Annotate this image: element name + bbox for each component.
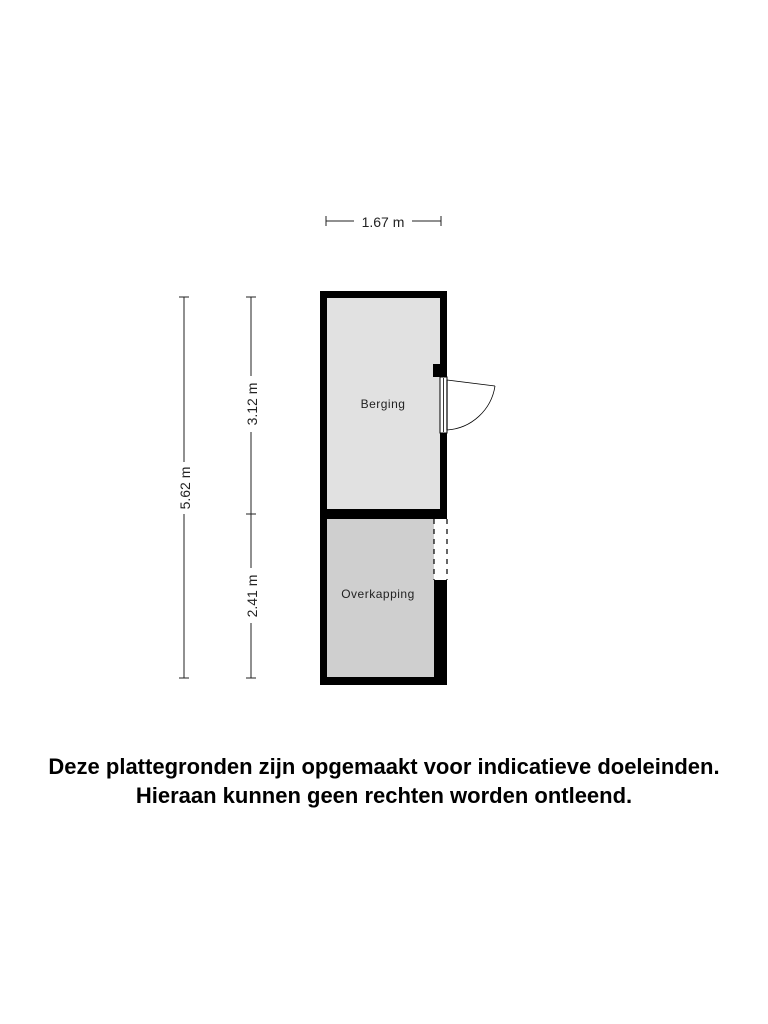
disclaimer-line-1: Deze plattegronden zijn opgemaakt voor indicatieve doeleinden.	[48, 754, 720, 779]
disclaimer	[0, 752, 768, 810]
room-label-berging: Berging	[360, 397, 406, 411]
upper-height-label: 3.12 m	[244, 382, 260, 426]
disclaimer-line-2: Hieraan kunnen geen rechten worden ontleend.	[135, 783, 633, 808]
width-dimension-label: 1.67 m	[361, 214, 405, 230]
lower-height-label: 2.41 m	[244, 574, 260, 618]
total-height-label: 5.62 m	[177, 466, 193, 510]
open-side-marker	[434, 519, 447, 580]
width-dimension	[326, 214, 441, 230]
door-icon	[440, 377, 495, 433]
total-height-dimension	[177, 297, 193, 678]
upper-height-dimension	[244, 297, 260, 514]
lower-height-dimension	[244, 514, 260, 678]
room-label-overkapping: Overkapping	[341, 587, 415, 601]
